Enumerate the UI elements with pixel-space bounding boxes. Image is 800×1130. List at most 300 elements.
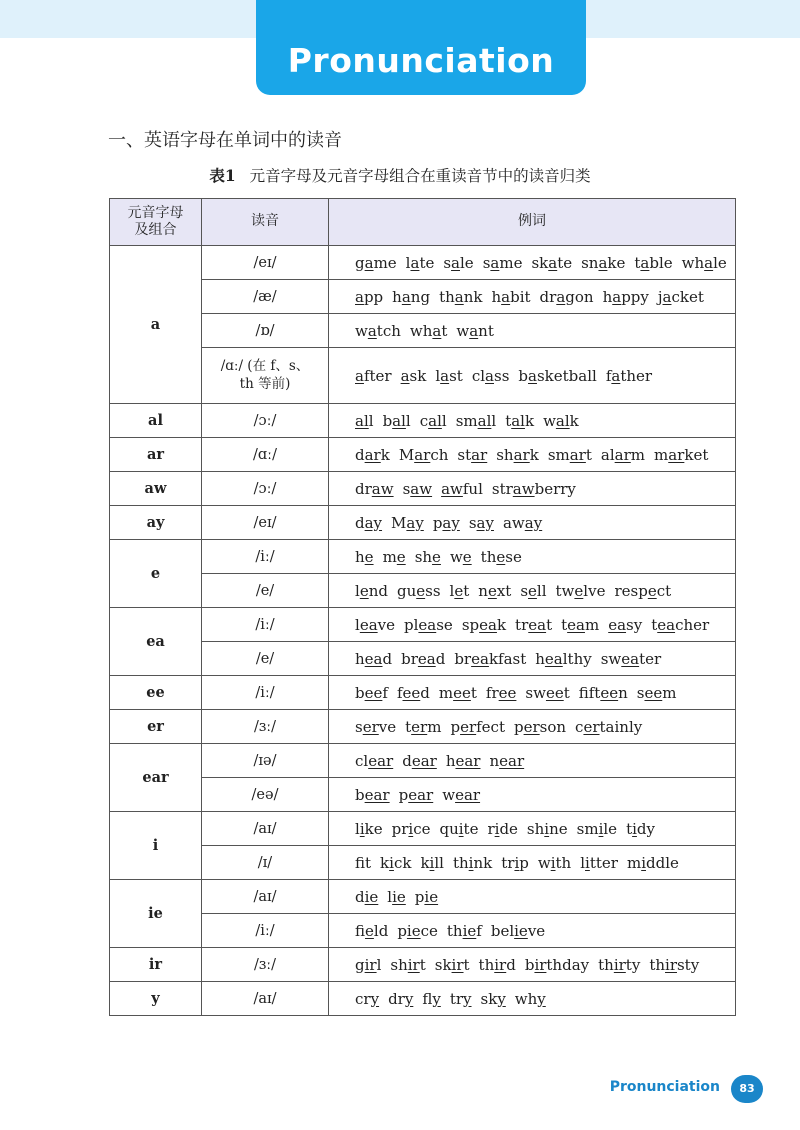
table-row: [110, 812, 736, 846]
word-prefix: pr: [391, 819, 409, 838]
word-prefix: M: [391, 513, 407, 532]
table-caption-number: 表1: [209, 166, 236, 185]
word-prefix: b: [382, 411, 393, 430]
word-suffix: me: [373, 253, 397, 272]
word-prefix: tr: [501, 853, 515, 872]
word-prefix: t: [505, 411, 512, 430]
word-vowel-underlined: i: [632, 819, 637, 838]
word-vowel-underlined: e: [647, 581, 657, 600]
table-body: [110, 246, 736, 1016]
word-suffix: ne: [549, 819, 568, 838]
word-prefix: h: [491, 287, 502, 306]
example-word: [548, 446, 592, 464]
word-suffix: gon: [565, 287, 594, 306]
word-prefix: st: [457, 445, 472, 464]
word-prefix: l: [355, 819, 360, 838]
word-prefix: m: [654, 445, 669, 464]
example-word: [450, 718, 505, 736]
word-suffix: ch: [430, 445, 449, 464]
word-suffix: m: [630, 445, 645, 464]
example-word: [472, 367, 510, 385]
example-word: [355, 684, 388, 702]
word-vowel-underlined: a: [440, 366, 450, 385]
word-suffix: pp: [363, 287, 384, 306]
vowel-letters-cell: al: [110, 404, 202, 438]
example-word: [355, 956, 381, 974]
table-row: [110, 506, 736, 540]
word-vowel-underlined: ea: [418, 615, 437, 634]
example-words-cell: [329, 314, 736, 348]
word-suffix: fter: [363, 366, 392, 385]
word-vowel-underlined: a: [401, 287, 411, 306]
word-suffix: d: [435, 649, 446, 668]
word-vowel-underlined: ar: [614, 445, 631, 464]
example-word: [606, 367, 652, 385]
word-vowel-underlined: er: [523, 717, 540, 736]
example-word: [456, 322, 494, 340]
word-prefix: l: [355, 581, 360, 600]
example-word: [654, 446, 708, 464]
example-word: [514, 718, 566, 736]
example-word: [355, 854, 371, 872]
ipa-cell: /eɪ/: [202, 506, 329, 540]
word-prefix: wh: [514, 989, 538, 1008]
word-vowel-underlined: ear: [411, 751, 437, 770]
word-vowel-underlined: a: [704, 253, 714, 272]
word-vowel-underlined: er: [411, 717, 428, 736]
example-word: [355, 548, 374, 566]
example-word: [479, 956, 516, 974]
word-vowel-underlined: ir: [364, 955, 377, 974]
word-suffix: t: [463, 581, 470, 600]
word-suffix: ke: [364, 819, 383, 838]
example-word: [399, 786, 434, 804]
word-prefix: c: [575, 717, 584, 736]
word-prefix: j: [657, 287, 663, 306]
example-word: [355, 922, 388, 940]
example-word: [355, 990, 379, 1008]
word-suffix: t: [463, 955, 470, 974]
example-word: [415, 548, 441, 566]
word-prefix: str: [491, 479, 513, 498]
word-prefix: s: [482, 253, 491, 272]
word-suffix: p: [519, 853, 529, 872]
word-prefix: w: [543, 411, 556, 430]
word-prefix: h: [355, 547, 365, 566]
word-prefix: t: [651, 615, 658, 634]
word-suffix: ve: [527, 921, 546, 940]
word-prefix: b: [355, 683, 365, 702]
column-header-examples: [329, 199, 736, 246]
example-word: [355, 718, 396, 736]
word-vowel-underlined: a: [501, 287, 511, 306]
ipa-cell: /æ/: [202, 280, 329, 314]
word-vowel-underlined: e: [364, 547, 374, 566]
vowel-letters-cell: aw: [110, 472, 202, 506]
word-prefix: wh: [409, 321, 433, 340]
word-suffix: sketball: [536, 366, 597, 385]
word-vowel-underlined: ir: [407, 955, 420, 974]
word-vowel-underlined: y: [370, 989, 380, 1008]
word-suffix: xt: [496, 581, 512, 600]
example-words-cell: [329, 778, 736, 812]
example-word: [608, 616, 642, 634]
example-word: [598, 956, 640, 974]
example-word: [450, 582, 470, 600]
word-vowel-underlined: i: [550, 853, 556, 872]
word-vowel-underlined: ay: [406, 513, 424, 532]
example-word: [441, 480, 483, 498]
word-suffix: lve: [583, 581, 606, 600]
word-suffix: m: [584, 615, 600, 634]
word-prefix: b: [518, 366, 529, 385]
word-prefix: h: [445, 751, 456, 770]
word-prefix: th: [480, 547, 497, 566]
word-vowel-underlined: a: [451, 253, 460, 272]
word-prefix: aw: [502, 513, 525, 532]
word-vowel-underlined: a: [640, 253, 650, 272]
word-vowel-underlined: a: [355, 366, 364, 385]
page-title: Pronunciation: [256, 0, 586, 95]
word-vowel-underlined: i: [641, 853, 646, 872]
word-vowel-underlined: a: [490, 253, 500, 272]
word-prefix: th: [478, 955, 495, 974]
word-vowel-underlined: i: [359, 819, 365, 838]
table-caption-text: 元音字母及元音字母组合在重读音节中的读音归类: [249, 167, 591, 185]
word-vowel-underlined: a: [528, 366, 537, 385]
word-vowel-underlined: a: [355, 287, 364, 306]
example-word: [446, 752, 481, 770]
word-suffix: k: [569, 411, 579, 430]
pronunciation-table: [109, 198, 736, 1016]
word-suffix: ll: [434, 853, 444, 872]
word-prefix: th: [452, 853, 469, 872]
word-vowel-underlined: e: [454, 581, 464, 600]
word-vowel-underlined: ear: [499, 751, 525, 770]
word-prefix: g: [355, 253, 365, 272]
word-prefix: sh: [496, 445, 514, 464]
word-vowel-underlined: ie: [424, 887, 439, 906]
example-words-cell: [329, 540, 736, 574]
ipa-cell: /iː/: [202, 540, 329, 574]
word-suffix: bit: [510, 287, 531, 306]
example-word: [392, 288, 430, 306]
example-word: [601, 446, 645, 464]
vowel-letters-cell: a: [110, 246, 202, 404]
table-row: [110, 710, 736, 744]
word-suffix: k: [529, 445, 539, 464]
word-suffix: tainly: [599, 717, 643, 736]
example-word: [626, 820, 655, 838]
example-word: [535, 650, 591, 668]
word-vowel-underlined: ie: [406, 921, 421, 940]
table-row: [110, 348, 736, 404]
word-vowel-underlined: ear: [408, 785, 434, 804]
word-vowel-underlined: a: [598, 253, 608, 272]
word-prefix: p: [397, 921, 407, 940]
word-prefix: c: [419, 411, 429, 430]
word-prefix: d: [355, 887, 365, 906]
word-suffix: ce: [420, 921, 438, 940]
word-suffix: k: [380, 445, 390, 464]
word-prefix: f: [396, 683, 403, 702]
word-vowel-underlined: e: [528, 581, 537, 600]
vowel-letters-cell: ie: [110, 880, 202, 948]
word-vowel-underlined: ea: [364, 649, 383, 668]
ipa-cell: /ɜː/: [202, 710, 329, 744]
example-word: [399, 446, 449, 464]
example-word: [415, 888, 438, 906]
word-prefix: f: [355, 853, 366, 872]
example-words-cell: [329, 812, 736, 846]
column-header-letters: [110, 199, 202, 246]
example-word: [355, 820, 383, 838]
example-word: [462, 616, 506, 634]
word-prefix: th: [598, 955, 614, 974]
example-words-cell: [329, 642, 736, 676]
word-prefix: m: [626, 853, 642, 872]
word-vowel-underlined: a: [469, 321, 479, 340]
example-word: [561, 616, 599, 634]
word-suffix: ve: [377, 615, 395, 634]
example-word: [392, 820, 431, 838]
word-suffix: t: [470, 683, 477, 702]
example-word: [443, 254, 473, 272]
word-prefix: bel: [490, 921, 515, 940]
word-suffix: m: [427, 717, 442, 736]
word-vowel-underlined: ea: [608, 615, 627, 634]
ipa-cell: /ɑː/ (在 f、s、 th 等前): [202, 348, 329, 404]
word-prefix: s: [355, 717, 363, 736]
ipa-cell: /ɑː/: [202, 438, 329, 472]
word-prefix: sk: [480, 989, 498, 1008]
word-suffix: se: [436, 615, 453, 634]
ipa-cell: /ɜː/: [202, 948, 329, 982]
ipa-cell: /eɪ/: [202, 246, 329, 280]
word-vowel-underlined: ar: [364, 445, 381, 464]
word-vowel-underlined: ee: [644, 683, 663, 702]
word-vowel-underlined: i: [389, 853, 394, 872]
ipa-cell: /ɪ/: [202, 846, 329, 880]
example-word: [481, 548, 522, 566]
word-prefix: pl: [404, 615, 419, 634]
word-vowel-underlined: er: [583, 717, 600, 736]
word-vowel-underlined: al: [511, 411, 525, 430]
example-word: [491, 288, 530, 306]
word-suffix: me: [499, 253, 523, 272]
example-word: [355, 412, 374, 430]
example-word: [355, 288, 383, 306]
word-prefix: sh: [390, 955, 408, 974]
word-prefix: n: [478, 581, 488, 600]
table-row: [110, 744, 736, 778]
word-prefix: s: [636, 683, 645, 702]
word-vowel-underlined: ir: [613, 955, 626, 974]
example-word: [447, 922, 482, 940]
example-word: [355, 254, 397, 272]
example-word: [439, 288, 482, 306]
example-word: [478, 582, 511, 600]
word-prefix: th: [446, 921, 463, 940]
word-vowel-underlined: ay: [442, 513, 460, 532]
word-suffix: l: [405, 411, 411, 430]
example-word: [634, 254, 672, 272]
word-vowel-underlined: ear: [455, 785, 481, 804]
example-word: [355, 888, 378, 906]
example-word: [556, 582, 606, 600]
word-prefix: l: [449, 581, 455, 600]
word-prefix: fr: [485, 683, 499, 702]
word-prefix: b: [355, 785, 365, 804]
word-suffix: nk: [473, 853, 493, 872]
word-prefix: t: [626, 819, 633, 838]
table-row: [110, 676, 736, 710]
word-prefix: s: [402, 479, 411, 498]
example-word: [456, 412, 496, 430]
word-vowel-underlined: a: [662, 287, 672, 306]
example-word: [487, 820, 517, 838]
word-vowel-underlined: a: [556, 287, 566, 306]
word-suffix: t: [419, 955, 426, 974]
example-word: [658, 288, 704, 306]
word-suffix: ful: [462, 479, 483, 498]
footer-label: Pronunciation: [609, 1079, 720, 1095]
example-word: [355, 786, 390, 804]
example-word: [406, 254, 435, 272]
word-suffix: ty: [625, 955, 641, 974]
word-vowel-underlined: i: [408, 819, 414, 838]
word-vowel-underlined: ea: [479, 615, 497, 634]
word-suffix: te: [557, 253, 573, 272]
example-word: [404, 616, 453, 634]
example-word: [637, 684, 677, 702]
word-prefix: s: [443, 253, 452, 272]
word-prefix: al: [600, 445, 615, 464]
word-vowel-underlined: ea: [359, 615, 378, 634]
word-vowel-underlined: al: [555, 411, 570, 430]
example-word: [525, 956, 589, 974]
word-vowel-underlined: ie: [364, 887, 379, 906]
section-heading: 一、英语字母在单词中的读音: [108, 130, 342, 151]
word-prefix: d: [355, 445, 365, 464]
table-row: [110, 846, 736, 880]
ipa-cell: /aɪ/: [202, 812, 329, 846]
word-suffix: thday: [546, 955, 590, 974]
word-suffix: f: [476, 921, 482, 940]
word-suffix: t: [585, 445, 592, 464]
word-suffix: ss: [494, 366, 510, 385]
example-word: [454, 650, 526, 668]
word-suffix: d: [382, 649, 393, 668]
word-vowel-underlined: e: [416, 581, 426, 600]
word-vowel-underlined: a: [485, 366, 494, 385]
ipa-cell: /aɪ/: [202, 982, 329, 1016]
word-vowel-underlined: e: [574, 581, 584, 600]
word-prefix: k: [420, 853, 430, 872]
example-word: [491, 922, 545, 940]
word-suffix: l: [441, 411, 447, 430]
word-vowel-underlined: ear: [455, 751, 481, 770]
word-vowel-underlined: ear: [368, 751, 394, 770]
example-word: [420, 854, 444, 872]
word-vowel-underlined: a: [410, 253, 420, 272]
word-prefix: p: [513, 717, 524, 736]
vowel-letters-cell: ay: [110, 506, 202, 540]
word-prefix: l: [355, 615, 360, 634]
example-word: [435, 956, 470, 974]
word-vowel-underlined: i: [468, 853, 474, 872]
example-word: [450, 548, 472, 566]
example-word: [401, 367, 427, 385]
word-prefix: l: [387, 887, 393, 906]
word-prefix: p: [432, 513, 443, 532]
example-word: [435, 367, 463, 385]
word-suffix: berry: [534, 479, 576, 498]
word-vowel-underlined: y: [432, 989, 441, 1008]
example-word: [439, 820, 478, 838]
example-word: [403, 480, 433, 498]
word-vowel-underlined: aw: [441, 479, 463, 498]
word-prefix: dr: [388, 989, 405, 1008]
example-words-cell: [329, 574, 736, 608]
word-prefix: d: [355, 513, 365, 532]
example-word: [380, 854, 411, 872]
word-vowel-underlined: ee: [498, 683, 517, 702]
word-suffix: ct: [656, 581, 672, 600]
word-vowel-underlined: er: [460, 717, 477, 736]
word-prefix: p: [414, 887, 425, 906]
word-vowel-underlined: a: [612, 287, 622, 306]
example-words-cell: [329, 846, 736, 880]
example-word: [355, 752, 393, 770]
example-word: [397, 684, 430, 702]
example-word: [492, 480, 576, 498]
ipa-cell: /e/: [202, 642, 329, 676]
example-word: [543, 412, 579, 430]
column-header-examples-label: 例词: [518, 213, 546, 230]
example-word: [682, 254, 727, 272]
table-caption: [0, 164, 800, 186]
example-word: [397, 582, 441, 600]
word-suffix: k: [496, 615, 507, 634]
example-word: [614, 582, 671, 600]
word-vowel-underlined: ee: [402, 683, 421, 702]
table-row: [110, 608, 736, 642]
word-suffix: d: [506, 955, 516, 974]
example-word: [457, 446, 487, 464]
table-row: [110, 948, 736, 982]
word-suffix: ck: [393, 853, 412, 872]
vowel-letters-cell: y: [110, 982, 202, 1016]
word-vowel-underlined: ee: [600, 683, 619, 702]
example-word: [383, 548, 406, 566]
word-prefix: M: [398, 445, 415, 464]
word-suffix: le: [460, 253, 474, 272]
column-header-ipa: [202, 199, 329, 246]
word-prefix: sm: [576, 819, 599, 838]
word-prefix: m: [382, 547, 397, 566]
example-word: [401, 650, 445, 668]
table-row: [110, 914, 736, 948]
word-prefix: w: [442, 785, 456, 804]
example-word: [520, 582, 546, 600]
word-prefix: l: [405, 253, 411, 272]
example-words-cell: [329, 472, 736, 506]
word-suffix: tch: [376, 321, 401, 340]
word-prefix: h: [355, 649, 365, 668]
example-word: [501, 854, 529, 872]
word-prefix: br: [401, 649, 418, 668]
